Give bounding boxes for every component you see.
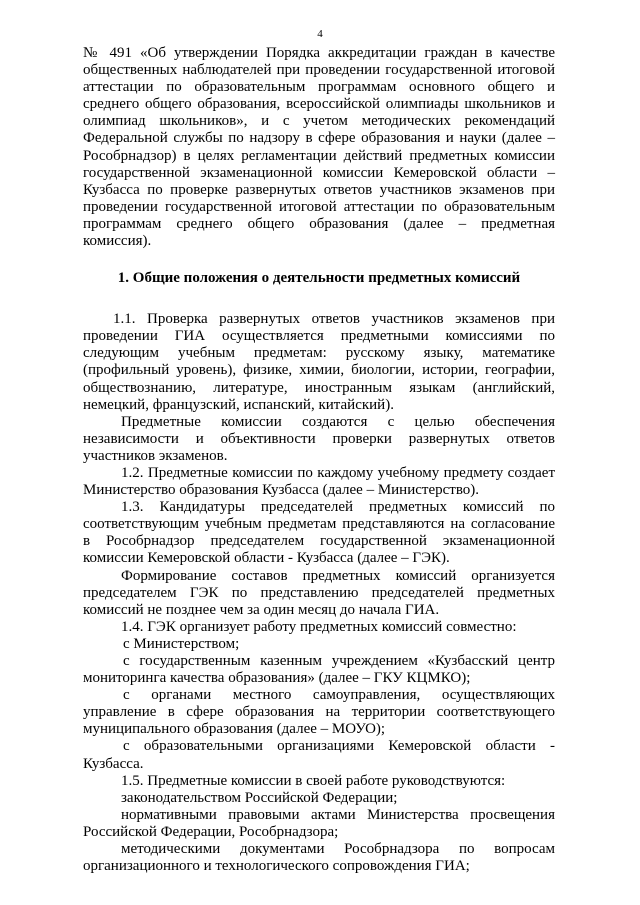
page-number: 4 <box>317 28 323 40</box>
paragraph-1-5: 1.5. Предметные комиссии в своей работе руководствуются: <box>121 772 506 789</box>
paragraph-formation: Формирование составов предметных комиссий организуется председателем ГЭК по представлению председателей предметных комиссий не позднее чем за один месяц до начала ГИА. <box>83 567 555 618</box>
paragraph-1-3: 1.3. Кандидатуры председателей предметных комиссий по соответствующим учебным предметам представляются на согласование в Рособрнадзор председателем государственной экзаменационной комиссии Кемеровской области - Кузбасса (далее – ГЭК). <box>83 499 555 567</box>
list-item-legislation: законодательством Российской Федерации; <box>121 789 398 806</box>
document-body <box>83 45 555 875</box>
paragraph-1-4: 1.4. ГЭК организует работу предметных комиссий совместно: <box>121 618 517 635</box>
list-item-organizations: с образовательными организациями Кемеровской области - Кузбасса. <box>83 738 555 772</box>
paragraph-1-2: 1.2. Предметные комиссии по каждому учебному предмету создает Министерство образования Кузбасса (далее – Министерство). <box>83 464 555 499</box>
list-item-ministry: с Министерством; <box>123 635 240 652</box>
paragraph-1-1: 1.1. Проверка развернутых ответов участников экзаменов при проведении ГИА осуществляется предметными комиссиями по следующим учебным предметам: русскому языку, математике (профильный уровень), физике, химии, биологии, истории, географии, обществознанию, литературе, иностранным языкам (английский, немецкий, французский, испанский, китайский). <box>83 311 555 413</box>
list-item-methodical-docs: методическими документами Рособрнадзора по вопросам организационного и технологического сопровождения ГИА; <box>83 841 555 875</box>
list-item-normative-acts: нормативными правовыми актами Министерства просвещения Российской Федерации, Рособрнадзора; <box>83 806 555 840</box>
section-heading: 1. Общие положения о деятельности предметных комиссий <box>117 270 521 287</box>
list-item-gku-kcmko: с государственным казенным учреждением «Кузбасский центр мониторинга качества образования» (далее – ГКУ КЦМКО); <box>83 653 555 687</box>
intro-paragraph: № 491 «Об утверждении Порядка аккредитации граждан в качестве общественных наблюдателей при проведении государственной итоговой аттестации по образовательным программам основного общего и среднего общего образования, всероссийской олимпиады школьников и олимпиад школьников», и с учетом методических рекомендаций Федеральной службы по надзору в сфере образования и науки (далее – Рособрнадзор) в целях регламентации действий предметных комиссии государственной экзаменационной комиссии Кемеровской области – Кузбасса по проверке развернутых ответов участников экзаменов при проведении государственной итоговой аттестации по образовательным программам среднего общего образования (далее – предметная комиссия). <box>83 45 555 250</box>
list-item-mouo: с органами местного самоуправления, осуществляющих управление в сфере образования на территории соответствующего муниципального образования (далее – МОУО); <box>83 687 555 738</box>
paragraph-purpose: Предметные комиссии создаются с целью обеспечения независимости и объективности проверки развернутых ответов участников экзаменов. <box>83 413 555 464</box>
